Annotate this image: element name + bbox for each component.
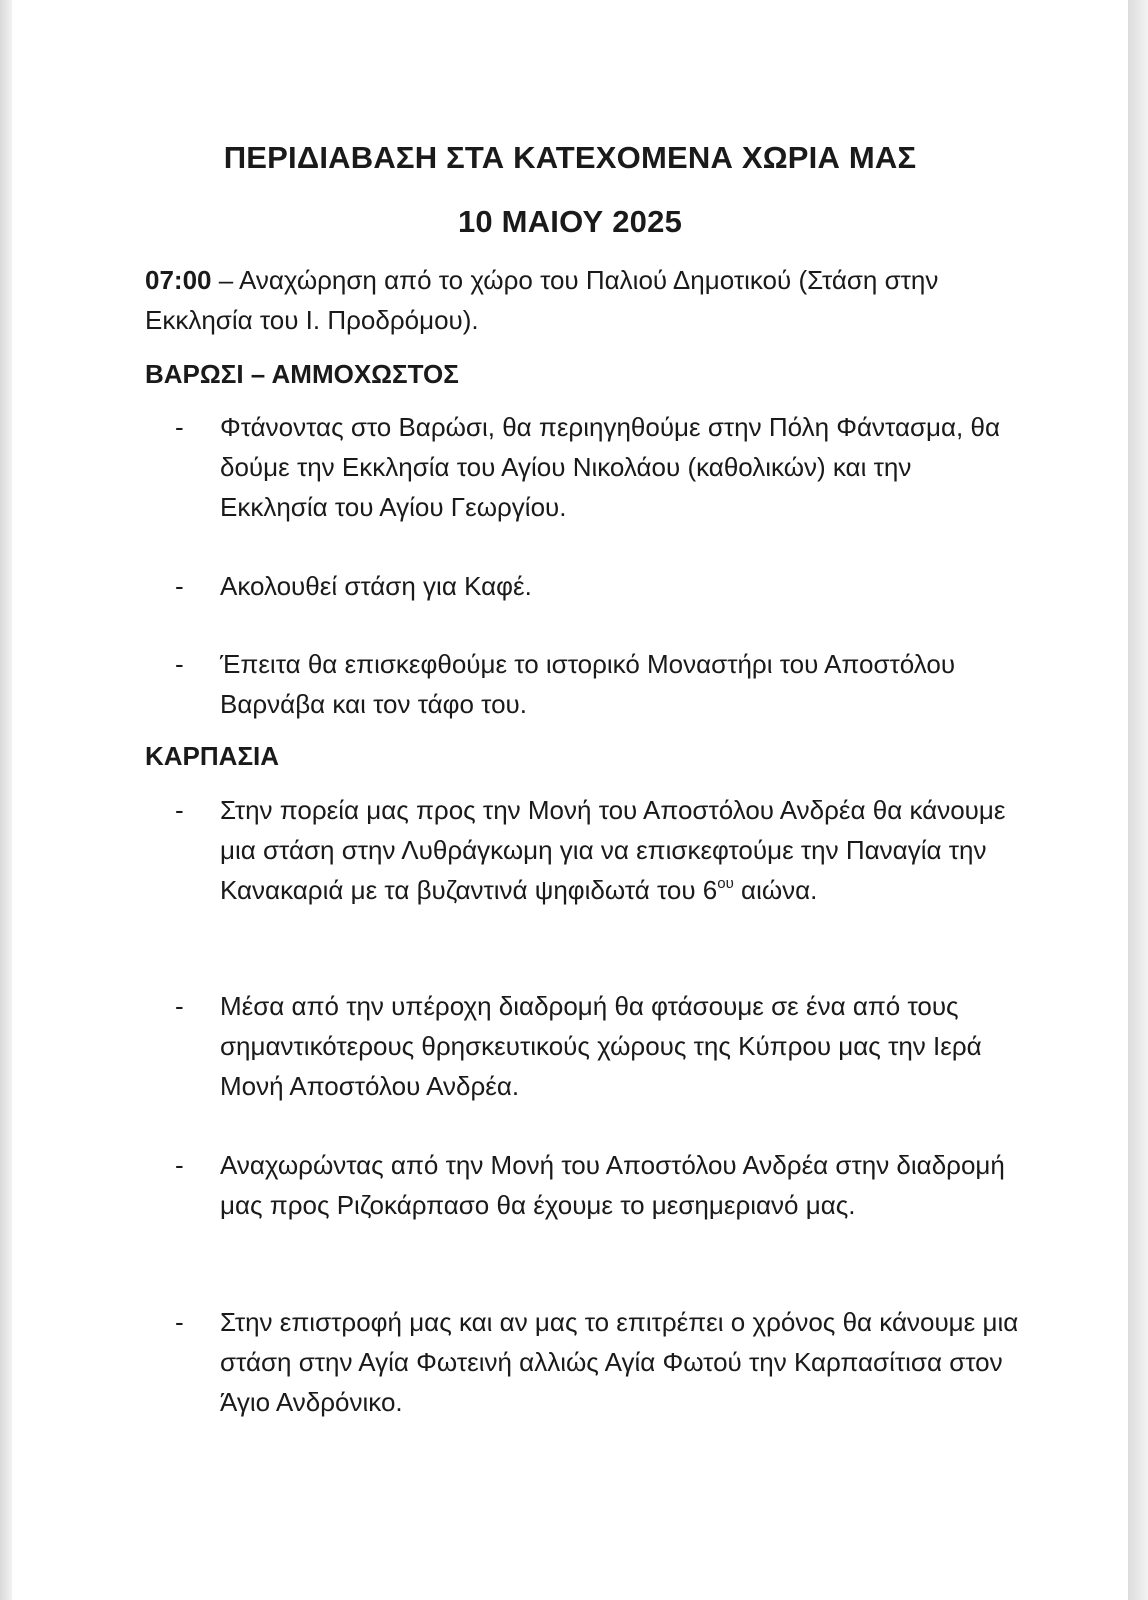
bullet-dash: -	[175, 412, 184, 442]
list-item-text: Φτάνοντας στο Βαρώσι, θα περιηγηθούμε στην Πόλη Φάντασμα, θα δούμε την Εκκλησία του Αγίου Νικολάου (καθολικών) και την Εκκλησία του Αγίου Γεωργίου.	[220, 412, 1000, 522]
bullet-dash: -	[175, 991, 184, 1021]
bullet-dash: -	[175, 649, 184, 679]
list-item-text	[220, 790, 1020, 910]
document-title: ΠΕΡΙΔΙΑΒΑΣΗ ΣΤΑ ΚΑΤΕΧΟΜΕΝΑ ΧΩΡΙΑ ΜΑΣ	[223, 140, 917, 175]
bullet-dash: -	[175, 1150, 184, 1180]
departure-time: 07:00	[145, 265, 212, 295]
section-heading-varosi: ΒΑΡΩΣΙ – ΑΜΜΟΧΩΣΤΟΣ	[145, 359, 459, 389]
list-item-text: Στην επιστροφή μας και αν μας το επιτρέπει ο χρόνος θα κάνουμε μια στάση στην Αγία Φωτεινή αλλιώς Αγία Φωτού την Καρπασίτισα στον Άγιο Ανδρόνικο.	[220, 1307, 1019, 1417]
departure-text: – Αναχώρηση από το χώρο του Παλιού Δημοτικού (Στάση στην Εκκλησία του Ι. Προδρόμου).	[145, 265, 939, 335]
bullet-dash: -	[175, 1307, 184, 1337]
section-heading-karpasia: ΚΑΡΠΑΣΙΑ	[145, 741, 280, 771]
document-page	[12, 0, 1128, 1600]
departure-paragraph	[145, 260, 1025, 340]
list-item-text: Μέσα από την υπέροχη διαδρομή θα φτάσουμε σε ένα από τους σημαντικότερους θρησκευτικούς χώρους της Κύπρου μας την Ιερά Μονή Αποστόλου Ανδρέα.	[220, 991, 982, 1101]
list-item-text: Αναχωρώντας από την Μονή του Αποστόλου Ανδρέα στην διαδρομή μας προς Ριζοκάρπασο θα έχουμε το μεσημεριανό μας.	[220, 1150, 1005, 1220]
document-date: 10 ΜΑΙΟΥ 2025	[457, 204, 683, 239]
right-page-edge	[1128, 0, 1148, 1600]
bullet-dash: -	[175, 571, 184, 601]
bullet-dash: -	[175, 795, 184, 825]
list-item-text: Ακολουθεί στάση για Καφέ.	[220, 571, 532, 601]
list-item-text-end: αιώνα.	[733, 875, 818, 905]
left-page-edge	[0, 0, 12, 1600]
list-item-text: Έπειτα θα επισκεφθούμε το ιστορικό Μοναστήρι του Αποστόλου Βαρνάβα και τον τάφο του.	[220, 649, 956, 719]
ordinal-superscript: ου	[717, 875, 734, 892]
list-item-text-main: Στην πορεία μας προς την Μονή του Αποστόλου Ανδρέα θα κάνουμε μια στάση στην Λυθράγκωμη για να επισκεφτούμε την Παναγία την Κανακαριά με τα βυζαντινά ψηφιδωτά του 6	[220, 795, 1006, 905]
